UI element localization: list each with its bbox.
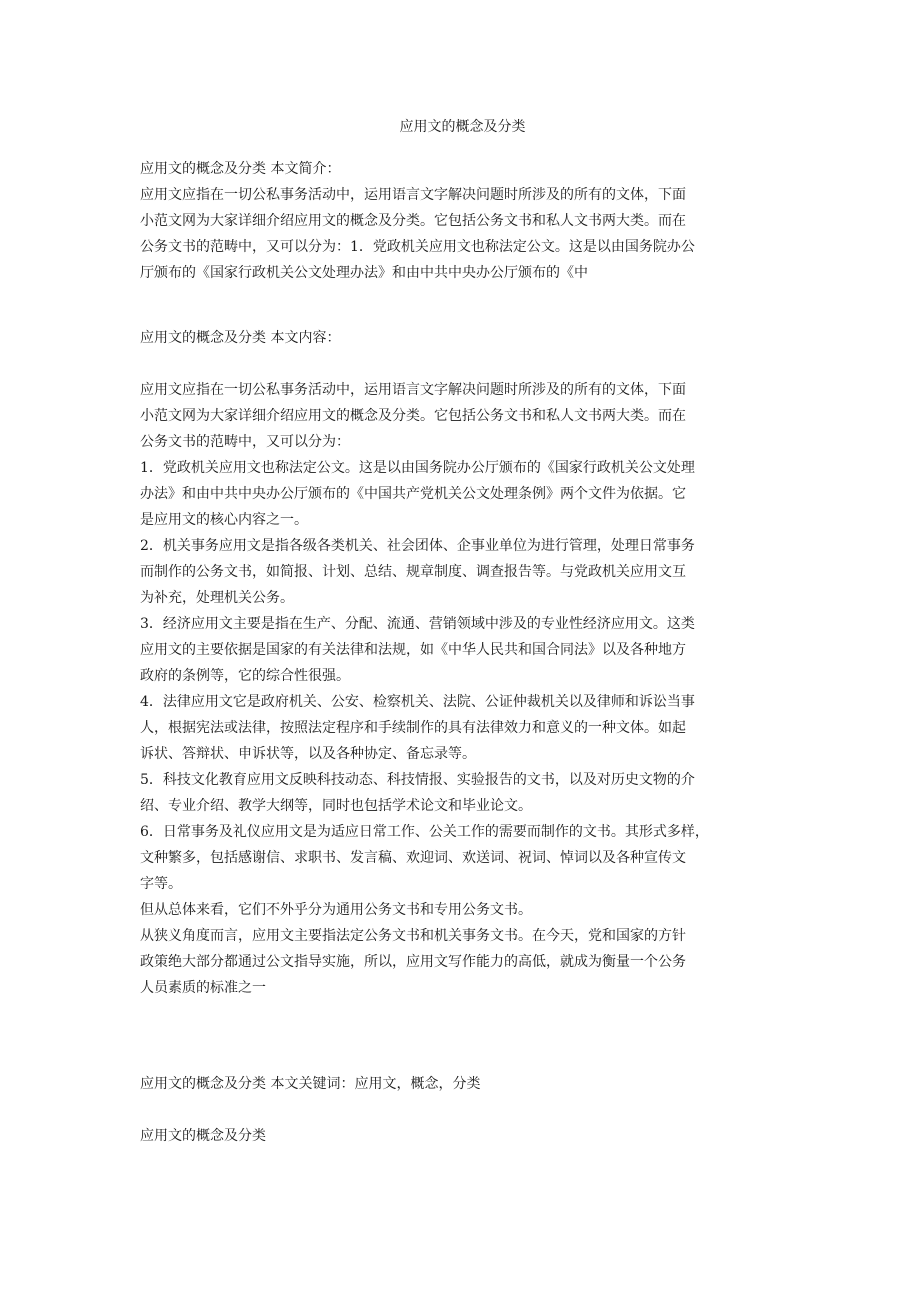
content-line: 5．科技文化教育应用文反映科技动态、科技情报、实验报告的文书，以及对历史文物的介 [140,772,695,788]
document-title: 应用文的概念及分类 [399,119,526,135]
footer-title-block [140,1123,785,1149]
keywords-block [140,1071,785,1097]
summary-line: 公务文书的范畴中，又可以分为：1．党政机关应用文也称法定公文。这是以由国务院办公 [140,239,695,255]
summary-heading: 应用文的概念及分类 本文简介： [140,161,341,177]
content-line: 而制作的公务文书，如简报、计划、总结、规章制度、调查报告等。与党政机关应用文互 [140,564,686,580]
content-heading: 应用文的概念及分类 本文内容： [140,330,341,346]
content-line: 应用文应指在一切公私事务活动中，运用语言文字解决问题时所涉及的所有的文体，下面 [140,382,686,398]
content-line: 人员素质的标准之一 [140,980,266,996]
content-line: 1．党政机关应用文也称法定公文。这是以由国务院办公厅颁布的《国家行政机关公文处理 [140,460,695,476]
content-heading-block [140,325,785,351]
summary-line: 小范文网为大家详细介绍应用文的概念及分类。它包括公务文书和私人文书两大类。而在 [140,213,686,229]
content-line: 2．机关事务应用文是指各级各类机关、社会团体、企事业单位为进行管理，处理日常事务 [140,538,695,554]
content-line: 公务文书的范畴中，又可以分为： [140,434,350,450]
content-line: 6．日常事务及礼仪应用文是为适应日常工作、公关工作的需要而制作的文书。其形式多样， [140,824,709,840]
footer-title: 应用文的概念及分类 [140,1128,266,1144]
content-line: 3．经济应用文主要是指在生产、分配、流通、营销领域中涉及的专业性经济应用文。这类 [140,616,695,632]
content-section [140,377,785,1001]
content-line: 诉状、答辩状、申诉状等，以及各种协定、备忘录等。 [140,746,476,762]
summary-line: 应用文应指在一切公私事务活动中，运用语言文字解决问题时所涉及的所有的文体，下面 [140,187,686,203]
content-line: 人，根据宪法或法律，按照法定程序和手续制作的具有法律效力和意义的一种文体。如起 [140,720,686,736]
content-line: 办法》和由中共中央办公厅颁布的《中国共产党机关公文处理条例》两个文件为依据。它 [140,486,686,502]
content-line: 应用文的主要依据是国家的有关法律和法规，如《中华人民共和国合同法》以及各种地方 [140,642,686,658]
keywords-line: 应用文的概念及分类 本文关键词：应用文，概念，分类 [140,1076,481,1092]
content-line: 从狭义角度而言，应用文主要指法定公务文书和机关事务文书。在今天，党和国家的方针 [140,928,686,944]
content-line: 字等。 [140,876,182,892]
content-line: 为补充，处理机关公务。 [140,590,294,606]
content-line: 小范文网为大家详细介绍应用文的概念及分类。它包括公务文书和私人文书两大类。而在 [140,408,686,424]
summary-section [140,156,785,286]
content-line: 4．法律应用文它是政府机关、公安、检察机关、法院、公证仲裁机关以及律师和诉讼当事 [140,694,695,710]
content-line: 政策绝大部分都通过公文指导实施，所以，应用文写作能力的高低，就成为衡量一个公务 [140,954,686,970]
content-line: 文种繁多，包括感谢信、求职书、发言稿、欢迎词、欢送词、祝词、悼词以及各种宣传文 [140,850,686,866]
content-line: 政府的条例等，它的综合性很强。 [140,668,350,684]
content-line: 绍、专业介绍、教学大纲等，同时也包括学术论文和毕业论文。 [140,798,532,814]
content-line: 但从总体来看，它们不外乎分为通用公务文书和专用公务文书。 [140,902,532,918]
summary-line: 厅颁布的《国家行政机关公文处理办法》和由中共中央办公厅颁布的《中 [140,265,588,281]
content-line: 是应用文的核心内容之一。 [140,512,308,528]
